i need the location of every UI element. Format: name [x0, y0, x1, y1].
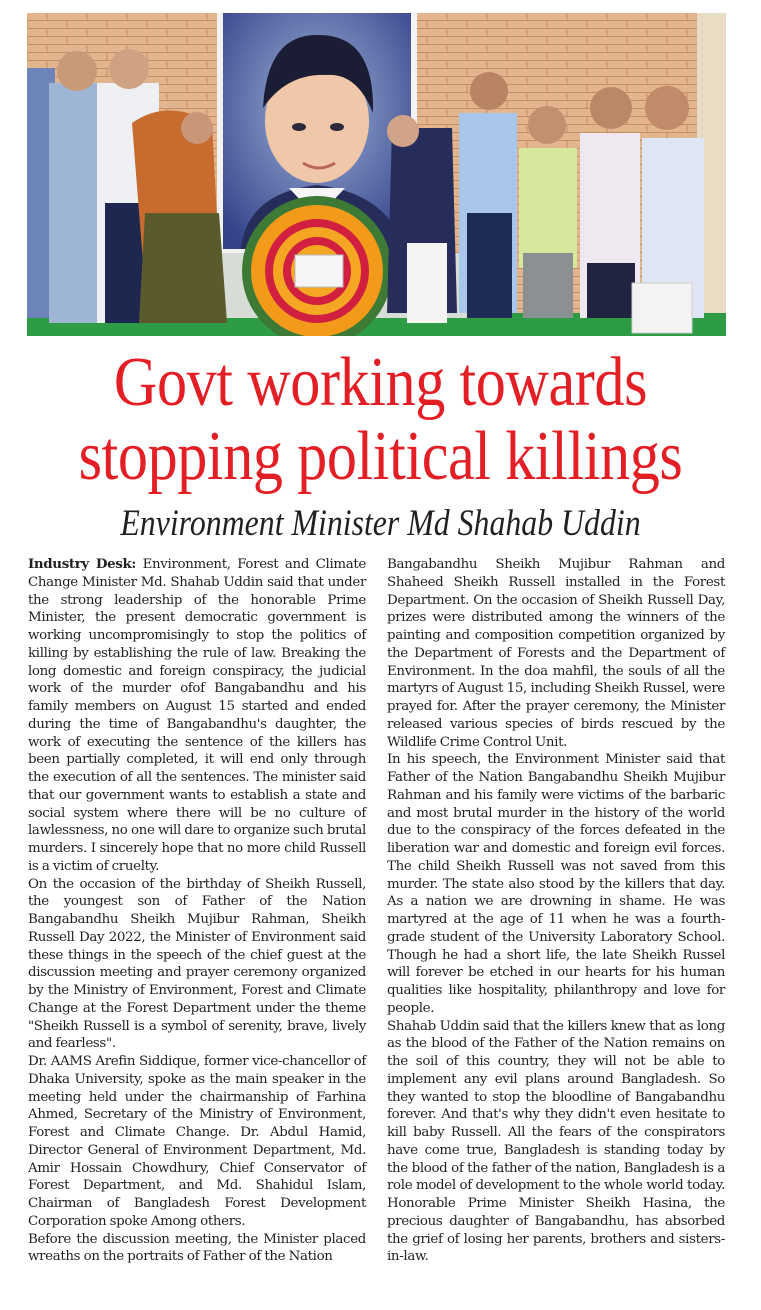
headline-line-2: stopping political killings	[78, 418, 683, 495]
wreath-ceremony-photo-icon	[27, 13, 726, 336]
headline-line-1: Govt working towards	[113, 344, 648, 421]
article-column-left	[28, 556, 366, 1266]
article-paragraph: Dr. AAMS Arefin Siddique, former vice-chancellor of Dhaka University, spoke as the main speaker in the meeting held under the chairmanship of Farhina Ahmed, Secretary of the Ministry of Environment, Forest and Climate Change. Dr. Abdul Hamid, Director General of Environment Department, Md. Amir Hossain Chowdhury, Chief Conservator of Forest Department, and Md. Shahidul Islam, Chairman of Bangladesh Forest Development Corporation spoke Among others.	[28, 1054, 366, 1229]
article-column-right	[387, 556, 725, 1266]
article-paragraph: Bangabandhu Sheikh Mujibur Rahman and Shaheed Sheikh Russell installed in the Forest Department. On the occasion of Sheikh Russell Day, prizes were distributed among the winners of the painting and composition competition organized by the Department of Forests and the Department of Environment. In the doa mahfil, the souls of all the martyrs of August 15, including Sheikh Russel, were prayed for. After the prayer ceremony, the Minister released various species of birds rescued by the Wildlife Crime Control Unit.	[387, 557, 725, 750]
subheadline	[0, 504, 761, 544]
article-paragraph: Before the discussion meeting, the Minister placed wreaths on the portraits of Father of the Nation	[28, 1231, 366, 1265]
paragraph-text: Environment, Forest and Climate Change Minister Md. Shahab Uddin said that under the strong leadership of the honorable Prime Minister, the present democratic government is working uncompromisingly to stop the politics of killing by establishing the rule of law. Breaking the long domestic and foreign conspiracy, the judicial work of the murder ofof Bangabandhu and his family members on August 15 started and ended during the time of Bangabandhu's daughter, the work of executing the sentence of the killers has been partially completed, it will end only through the execution of all the sentences. The minister said that our government wants to establish a state and social system where there will be no culture of lawlessness, no one will dare to organize such brutal murders. I sincerely hope that no more child Russell is a victim of cruelty.	[28, 557, 366, 874]
dateline: Industry Desk:	[28, 556, 136, 572]
article-paragraph: Shahab Uddin said that the killers knew that as long as the blood of the Father of the Nation remains on the soil of this country, they will not be able to implement any evil plans around Bangladesh. So they wanted to stop the bloodline of Bangabandhu forever. And that's why they didn't even hesitate to kill baby Russell. All the fears of the conspirators have come true, Bangladesh is standing today by the blood of the father of the nation, Bangladesh is a role model of development to the whole world today. Honorable Prime Minister Sheikh Hasina, the precious daughter of Bangabandhu, has absorbed the grief of losing her parents, brothers and sisters-in-law.	[387, 1018, 725, 1265]
news-photo	[27, 13, 726, 336]
headline	[0, 346, 761, 494]
article-paragraph: In his speech, the Environment Minister said that Father of the Nation Bangabandhu Sheikh Mujibur Rahman and his family were victims of the barbaric and most brutal murder in the history of the world due to the conspiracy of the forces defeated in the liberation war and domestic and foreign evil forces. The child Sheikh Russell was not saved from this murder. The state also stood by the killers that day. As a nation we are drowning in shame. He was martyred at the age of 11 when he was a fourth-grade student of the University Laboratory School. Though he had a short life, the late Sheikh Russel will forever be etched in our hearts for his human qualities like hospitality, philanthropy and love for people.	[387, 752, 725, 1016]
article-paragraph: On the occasion of the birthday of Sheikh Russell, the youngest son of Father of the Nation Bangabandhu Sheikh Mujibur Rahman, Sheikh Russell Day 2022, the Minister of Environment said these things in the speech of the chief guest at the discussion meeting and prayer ceremony organized by the Ministry of Environment, Forest and Climate Change at the Forest Department under the theme "Sheikh Russell is a symbol of serenity, brave, lively and fearless".	[28, 876, 366, 1052]
article-paragraph	[28, 556, 366, 876]
subheadline-text: Environment Minister Md Shahab Uddin	[120, 503, 641, 544]
